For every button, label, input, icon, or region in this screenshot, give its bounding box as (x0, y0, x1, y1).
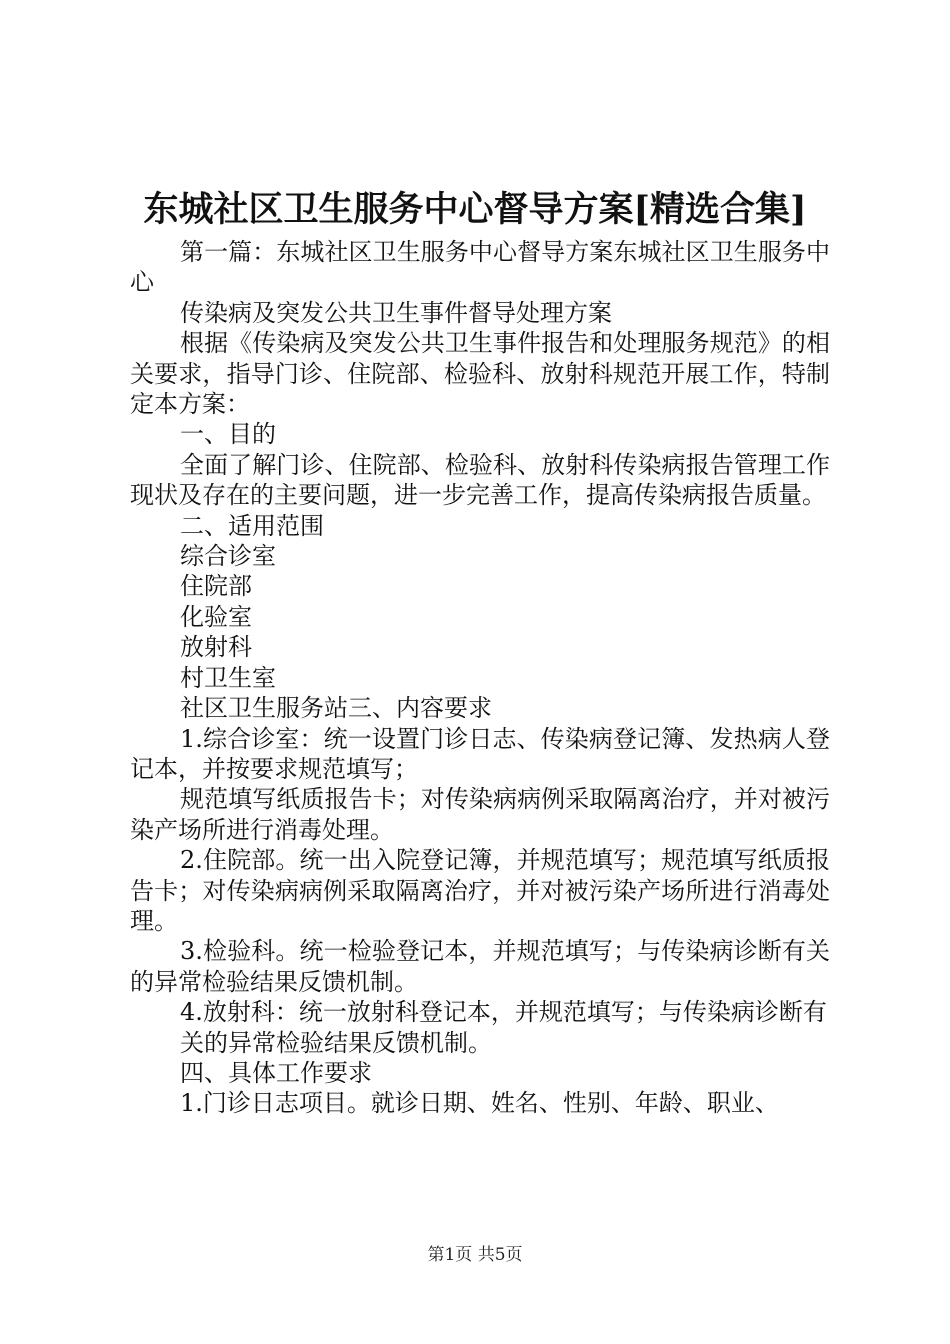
paragraph-radiology: 4.放射科：统一放射科登记本，并规范填写；与传染病诊断有 (180, 998, 827, 1027)
scope-item: 村卫生室 (180, 663, 276, 692)
scope-item: 住院部 (180, 572, 252, 601)
scope-item: 化验室 (180, 602, 252, 631)
scope-item: 综合诊室 (180, 542, 276, 571)
scope-item-and-heading-content: 社区卫生服务站三、内容要求 (180, 694, 492, 723)
paragraph-laboratory: 3.检验科。统一检验登记本，并规范填写；与传染病诊断有关的异常检验结果反馈机制。 (130, 937, 830, 996)
paragraph-first-chapter: 第一篇：东城社区卫生服务中心督导方案东城社区卫生服务中心 (130, 238, 830, 297)
paragraph-report-card: 规范填写纸质报告卡；对传染病病例采取隔离治疗，并对被污染产场所进行消毒处理。 (130, 785, 830, 844)
scope-item: 放射科 (180, 633, 252, 662)
heading-work-requirements: 四、具体工作要求 (180, 1058, 372, 1087)
page-footer: 第1页 共5页 (427, 1245, 523, 1265)
paragraph-intro: 根据《传染病及突发公共卫生事件报告和处理服务规范》的相关要求，指导门诊、住院部、检验科、放射科规范开展工作，特制定本方案： (130, 329, 830, 419)
heading-scope: 二、适用范围 (180, 511, 324, 540)
heading-purpose: 一、目的 (180, 420, 276, 449)
paragraph-clinic: 1.综合诊室：统一设置门诊日志、传染病登记簿、发热病人登记本，并按要求规范填写； (130, 724, 830, 783)
paragraph-outpatient-log: 1.门诊日志项目。就诊日期、姓名、性别、年龄、职业、 (180, 1089, 779, 1118)
paragraph-purpose: 全面了解门诊、住院部、检验科、放射科传染病报告管理工作现状及存在的主要问题，进一步完善工作，提高传染病报告质量。 (130, 450, 830, 510)
paragraph-inpatient: 2.住院部。统一出入院登记簿，并规范填写；规范填写纸质报告卡；对传染病病例采取隔离治疗，并对被污染产场所进行消毒处理。 (130, 846, 830, 935)
document-body (130, 237, 830, 1119)
paragraph-radiology-cont: 关的异常检验结果反馈机制。 (180, 1028, 492, 1057)
paragraph-plan-title: 传染病及突发公共卫生事件督导处理方案 (180, 298, 612, 327)
document-title: 东城社区卫生服务中心督导方案[精选合集] (143, 189, 807, 230)
